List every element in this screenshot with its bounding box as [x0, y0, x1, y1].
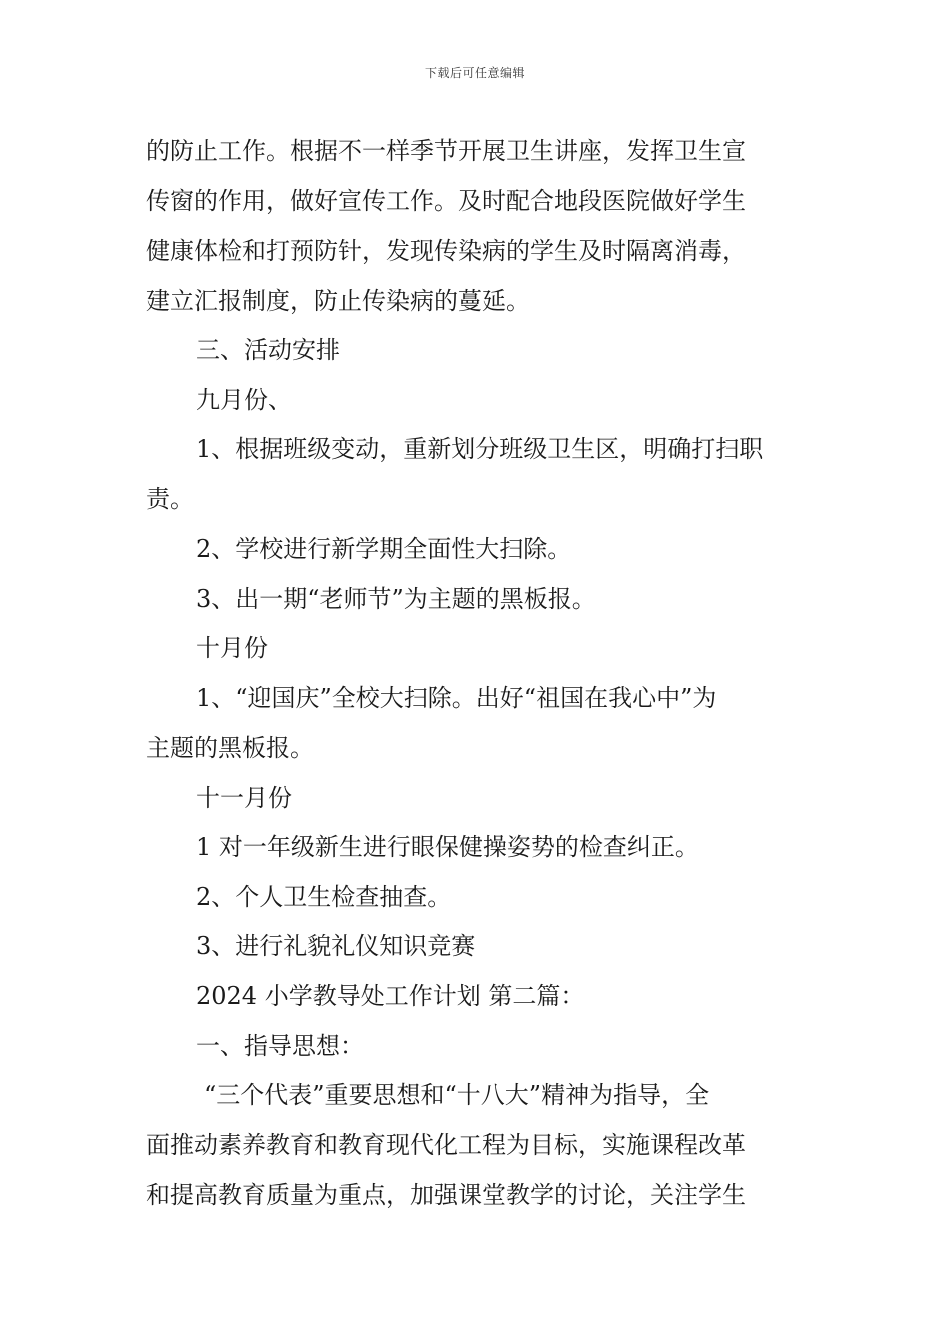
body-line: 责。 — [146, 485, 194, 513]
paragraph-line: 和提高教育质量为重点，加强课堂教学的讨论，关注学生 — [146, 1181, 746, 1209]
body-line: 传窗的作用，做好宣传工作。及时配合地段医院做好学生 — [146, 187, 746, 215]
list-item: 3、出一期“老师节”为主题的黑板报。 — [196, 585, 596, 613]
body-line: 健康体检和打预防针，发现传染病的学生及时隔离消毒， — [146, 237, 746, 265]
list-item: 2、个人卫生检查抽查。 — [196, 883, 452, 911]
list-item: 1 对一年级新生进行眼保健操姿势的检查纠正。 — [196, 833, 699, 861]
paragraph-line: 面推动素养教育和教育现代化工程为目标，实施课程改革 — [146, 1131, 746, 1159]
month-heading: 九月份、 — [196, 386, 292, 414]
month-heading: 十月份 — [196, 634, 268, 662]
section-heading: 一、指导思想： — [196, 1032, 364, 1060]
document-subtitle: 2024 小学教导处工作计划 第二篇： — [196, 982, 585, 1010]
month-heading: 十一月份 — [196, 784, 292, 812]
list-item: 1、根据班级变动，重新划分班级卫生区，明确打扫职 — [196, 435, 764, 463]
list-item: 3、进行礼貌礼仪知识竞赛 — [196, 932, 476, 960]
body-line: 建立汇报制度，防止传染病的蔓延。 — [146, 287, 530, 315]
list-item: 1、“迎国庆”全校大扫除。出好“祖国在我心中”为 — [196, 684, 717, 712]
body-line: 主题的黑板报。 — [146, 734, 314, 762]
page-header: 下载后可任意编辑 — [424, 66, 525, 80]
list-item: 2、学校进行新学期全面性大扫除。 — [196, 535, 572, 563]
paragraph-line: “三个代表”重要思想和“十八大”精神为指导，全 — [204, 1081, 710, 1109]
body-line: 的防止工作。根据不一样季节开展卫生讲座，发挥卫生宣 — [146, 137, 746, 165]
section-heading: 三、活动安排 — [196, 336, 340, 364]
